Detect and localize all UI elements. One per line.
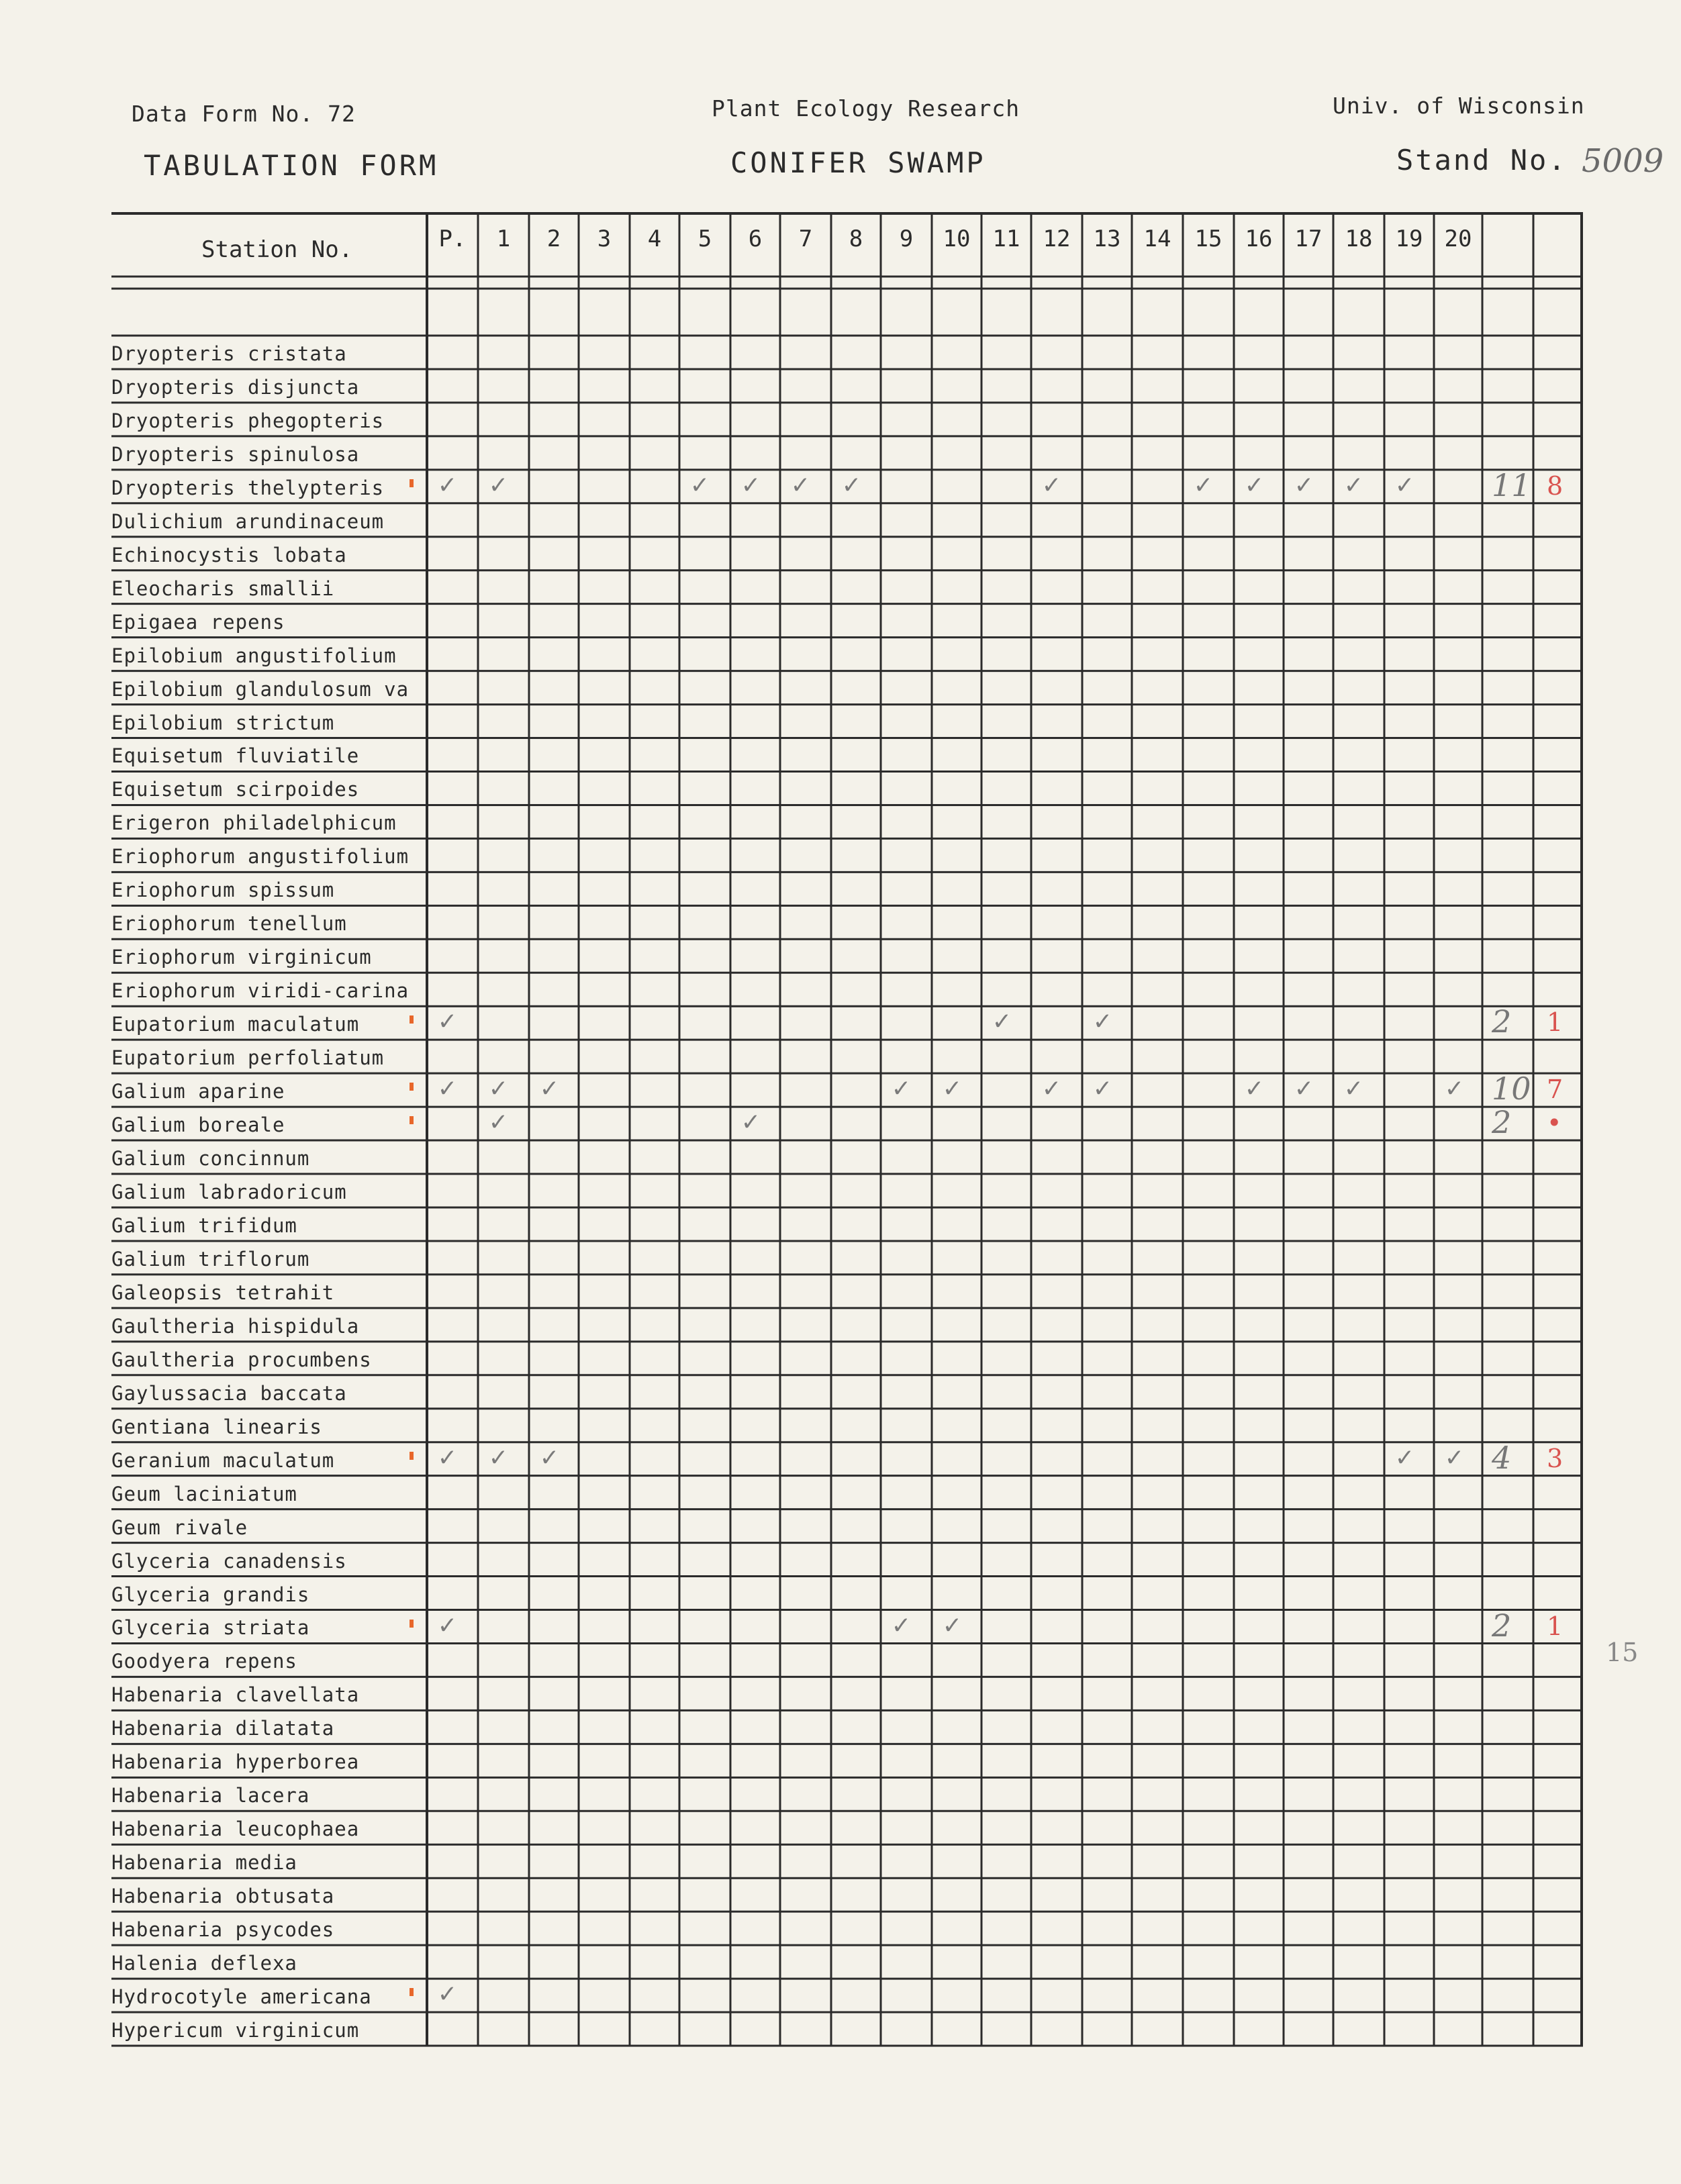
species-name: Habenaria psycodes (111, 1918, 335, 1942)
column-header: P. (438, 226, 467, 252)
column-header: 12 (1043, 226, 1071, 252)
species-name: Habenaria media (111, 1851, 297, 1875)
check-mark: ✓ (792, 468, 809, 500)
check-mark: ✓ (742, 1106, 759, 1138)
species-name: Galium aparine (111, 1080, 285, 1103)
check-mark: ✓ (490, 1106, 507, 1138)
row-total: 2 (1492, 1607, 1512, 1644)
species-name: Habenaria dilatata (111, 1717, 335, 1740)
species-name: Galeopsis tetrahit (111, 1281, 335, 1304)
species-name: Dryopteris phegopteris (111, 409, 385, 432)
column-header: 5 (698, 226, 712, 252)
species-name: Habenaria lacera (111, 1784, 310, 1807)
stand-number: 5009 (1582, 142, 1664, 180)
species-name: Habenaria leucophaea (111, 1818, 360, 1841)
species-name: Halenia deflexa (111, 1952, 297, 1975)
margin-note: 15 (1606, 1638, 1639, 1667)
column-header: 15 (1194, 226, 1222, 252)
species-name: Hydrocotyle americana (111, 1985, 372, 2009)
check-mark: ✓ (691, 468, 708, 500)
species-name: Eriophorum angustifolium (111, 845, 410, 868)
species-name: Dryopteris spinulosa (111, 442, 360, 466)
tally-mark (410, 1083, 414, 1091)
community-title: CONIFER SWAMP (730, 146, 986, 179)
check-mark: ✓ (1195, 468, 1212, 500)
row-total: 11 (1492, 466, 1531, 503)
station-number-header: Station No. (201, 236, 353, 263)
check-mark: ✓ (439, 468, 456, 500)
species-name: Geranium maculatum (111, 1448, 335, 1472)
tally-mark (410, 1015, 414, 1024)
species-name: Echinocystis lobata (111, 543, 347, 566)
column-header: 9 (899, 226, 914, 252)
species-name: Eriophorum viridi-carina (111, 979, 410, 1003)
species-name: Galium concinnum (111, 1147, 310, 1171)
check-mark: ✓ (439, 1073, 456, 1104)
check-mark: ✓ (1043, 468, 1060, 500)
column-header: 11 (992, 226, 1020, 252)
row-frequency: 3 (1547, 1443, 1564, 1473)
check-mark: ✓ (944, 1609, 961, 1640)
species-name: Eriophorum tenellum (111, 912, 347, 936)
check-mark: ✓ (1296, 468, 1312, 500)
row-frequency: 1 (1547, 1007, 1564, 1038)
species-name: Gentiana linearis (111, 1415, 322, 1438)
row-total: 2 (1492, 1104, 1512, 1141)
species-name: Habenaria hyperborea (111, 1750, 360, 1774)
row-frequency: 1 (1547, 1611, 1564, 1641)
column-header: 2 (546, 226, 561, 252)
check-mark: ✓ (1094, 1073, 1111, 1104)
tally-mark (410, 479, 414, 487)
check-mark: ✓ (994, 1005, 1010, 1037)
column-header: 17 (1294, 226, 1323, 252)
column-header: 7 (798, 226, 813, 252)
tally-mark (410, 1988, 414, 1996)
species-name: Erigeron philadelphicum (111, 811, 397, 835)
check-mark: ✓ (490, 1073, 507, 1104)
university-name: Univ. of Wisconsin (1333, 93, 1585, 119)
species-name: Gaultheria hispidula (111, 1314, 360, 1338)
row-total: 2 (1492, 1003, 1512, 1040)
check-mark: ✓ (490, 468, 507, 500)
species-name: Eupatorium perfoliatum (111, 1046, 385, 1070)
species-name: Dryopteris thelypteris (111, 476, 385, 499)
check-mark: ✓ (541, 1073, 558, 1104)
species-name: Habenaria clavellata (111, 1683, 360, 1707)
form-number: Data Form No. 72 (132, 101, 356, 127)
check-mark: ✓ (1396, 468, 1413, 500)
row-frequency: 7 (1547, 1075, 1564, 1105)
check-mark: ✓ (439, 1609, 456, 1640)
row-frequency: • (1547, 1108, 1562, 1138)
check-mark: ✓ (944, 1073, 961, 1104)
species-name: Eupatorium maculatum (111, 1013, 360, 1036)
species-name: Epilobium glandulosum va (111, 677, 410, 701)
check-mark: ✓ (1345, 468, 1362, 500)
check-mark: ✓ (1396, 1441, 1413, 1473)
species-name: Hypericum virginicum (111, 2019, 360, 2042)
species-name: Goodyera repens (111, 1650, 297, 1673)
column-header: 20 (1444, 226, 1472, 252)
column-header: 16 (1245, 226, 1273, 252)
check-mark: ✓ (843, 468, 860, 500)
check-mark: ✓ (1094, 1005, 1111, 1037)
tally-mark (410, 1620, 414, 1628)
check-mark: ✓ (1446, 1441, 1463, 1473)
check-mark: ✓ (1246, 468, 1263, 500)
species-name: Dryopteris disjuncta (111, 375, 360, 399)
check-mark: ✓ (1296, 1073, 1312, 1104)
column-header: 13 (1093, 226, 1121, 252)
species-name: Glyceria canadensis (111, 1549, 347, 1573)
column-header: 14 (1143, 226, 1171, 252)
row-total: 4 (1492, 1439, 1512, 1476)
column-header: 18 (1345, 226, 1373, 252)
column-header: 10 (943, 226, 971, 252)
column-header: 4 (647, 226, 662, 252)
species-name: Habenaria obtusata (111, 1885, 335, 1908)
column-header: 6 (748, 226, 763, 252)
species-name: Gaylussacia baccata (111, 1381, 347, 1405)
check-mark: ✓ (439, 1005, 456, 1037)
species-name: Galium triflorum (111, 1247, 310, 1271)
research-title: Plant Ecology Research (712, 95, 1020, 121)
species-name: Galium labradoricum (111, 1180, 347, 1203)
tally-mark (410, 1116, 414, 1124)
check-mark: ✓ (893, 1073, 910, 1104)
stand-label: Stand No. (1396, 144, 1568, 177)
column-header: 19 (1395, 226, 1423, 252)
form-title: TABULATION FORM (144, 149, 439, 182)
column-header: 1 (496, 226, 511, 252)
check-mark: ✓ (742, 468, 759, 500)
check-mark: ✓ (541, 1441, 558, 1473)
species-name: Geum laciniatum (111, 1482, 297, 1505)
species-name: Eriophorum spissum (111, 879, 335, 902)
column-header: 8 (849, 226, 863, 252)
species-name: Eriophorum virginicum (111, 946, 372, 969)
check-mark: ✓ (439, 1441, 456, 1473)
species-name: Dryopteris cristata (111, 342, 347, 365)
check-mark: ✓ (490, 1441, 507, 1473)
species-name: Geum rivale (111, 1516, 248, 1539)
check-mark: ✓ (893, 1609, 910, 1640)
species-name: Dulichium arundinaceum (111, 509, 385, 533)
species-name: Glyceria grandis (111, 1583, 310, 1606)
check-mark: ✓ (439, 1978, 456, 2009)
species-name: Glyceria striata (111, 1616, 310, 1640)
check-mark: ✓ (1345, 1073, 1362, 1104)
column-header: 3 (597, 226, 612, 252)
species-name: Eleocharis smallii (111, 577, 335, 600)
check-mark: ✓ (1246, 1073, 1263, 1104)
row-total: 10 (1492, 1071, 1531, 1107)
row-frequency: 8 (1547, 470, 1564, 501)
species-name: Epilobium angustifolium (111, 644, 397, 667)
check-mark: ✓ (1446, 1073, 1463, 1104)
species-name: Epilobium strictum (111, 711, 335, 734)
species-name: Gaultheria procumbens (111, 1348, 372, 1371)
species-name: Epigaea repens (111, 610, 285, 634)
species-name: Galium boreale (111, 1113, 285, 1137)
check-mark: ✓ (1043, 1073, 1060, 1104)
species-name: Equisetum scirpoides (111, 778, 360, 801)
species-name: Galium trifidum (111, 1213, 297, 1237)
species-name: Equisetum fluviatile (111, 744, 360, 768)
tally-mark (410, 1452, 414, 1460)
